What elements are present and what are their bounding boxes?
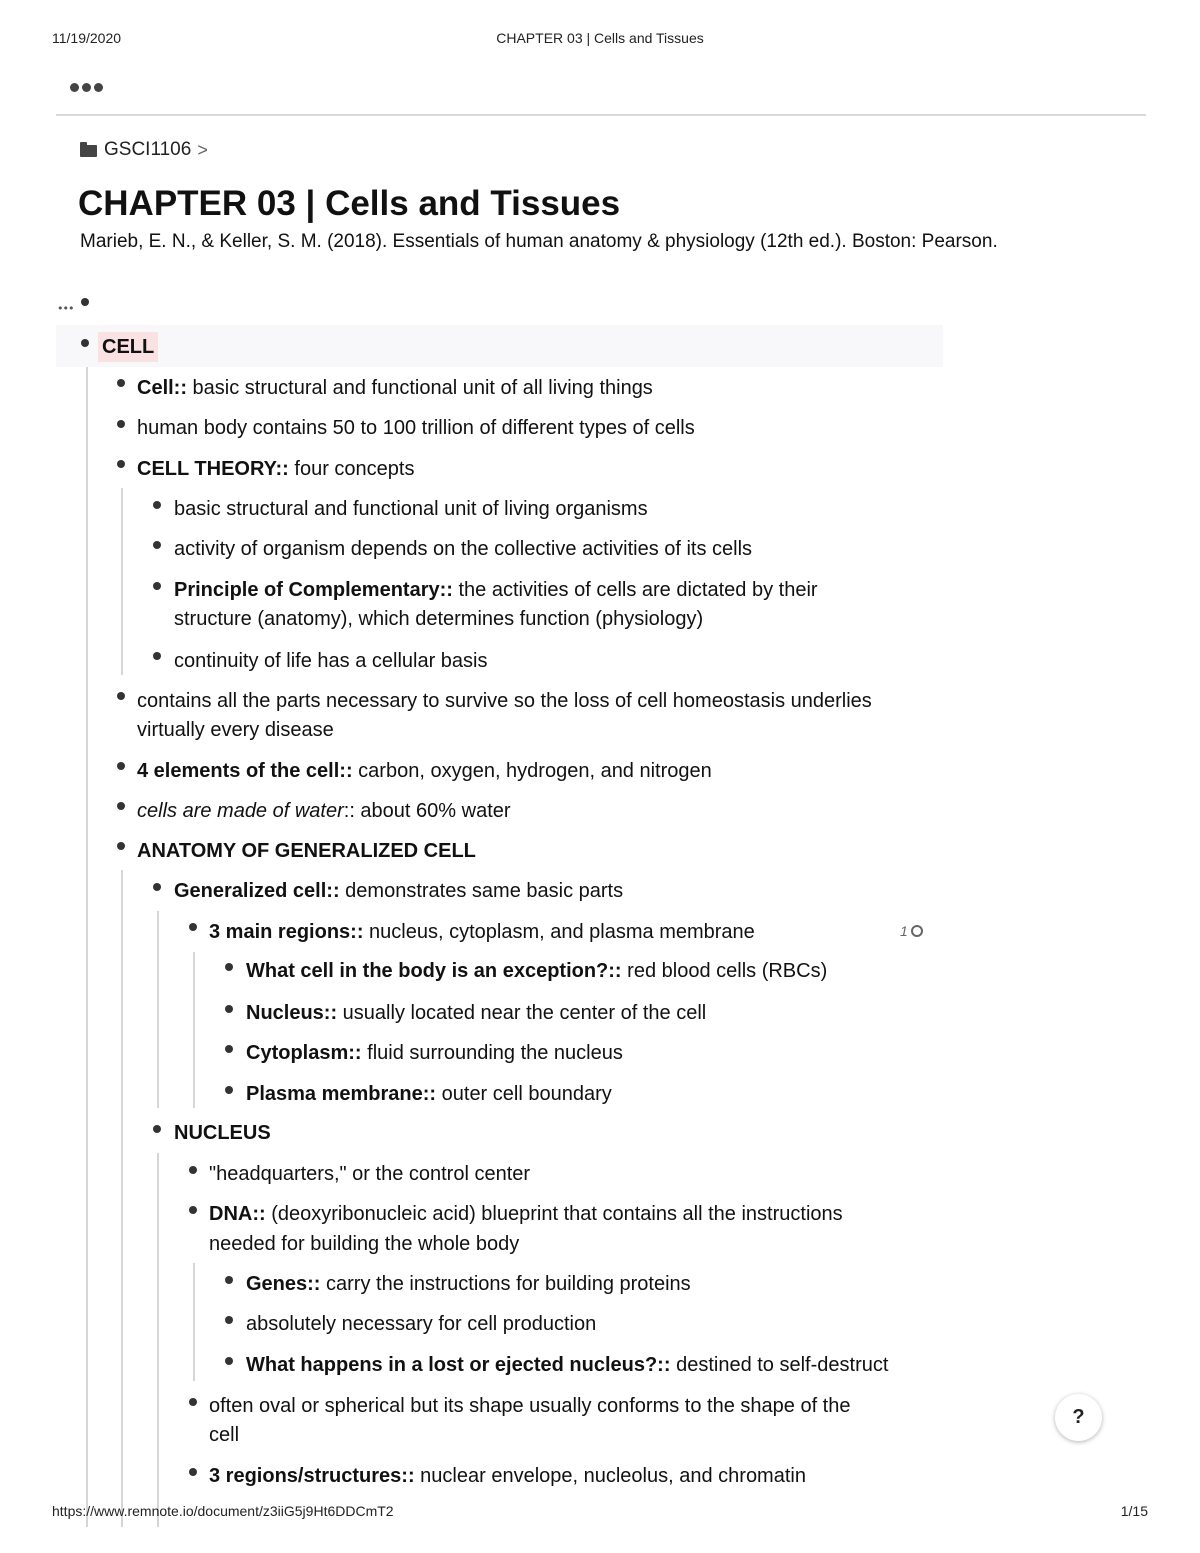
bullet-icon[interactable] bbox=[117, 762, 125, 770]
cell-heading[interactable]: CELL bbox=[98, 332, 158, 362]
indent-guide bbox=[193, 1263, 195, 1381]
bullet-icon[interactable] bbox=[189, 1166, 197, 1174]
more-options-icon[interactable] bbox=[70, 80, 104, 94]
indent-guide bbox=[121, 870, 123, 1527]
bullet-icon[interactable] bbox=[117, 842, 125, 850]
bullet-icon[interactable] bbox=[189, 1398, 197, 1406]
list-item[interactable]: 3 regions/structures:: nuclear envelope, nucleolus, and chromatin bbox=[209, 1465, 806, 1487]
bullet-icon[interactable] bbox=[81, 339, 89, 347]
list-item[interactable]: often oval or spherical but its shape usually conforms to the shape of the bbox=[209, 1395, 851, 1417]
indent-guide bbox=[193, 952, 195, 1108]
bullet-icon[interactable] bbox=[117, 802, 125, 810]
list-item[interactable]: 3 main regions:: nucleus, cytoplasm, and plasma membrane bbox=[209, 921, 755, 943]
list-item[interactable]: continuity of life has a cellular basis bbox=[174, 650, 488, 672]
list-item[interactable]: What happens in a lost or ejected nucleus?:: destined to self-destruct bbox=[246, 1354, 889, 1376]
list-item[interactable]: Plasma membrane:: outer cell boundary bbox=[246, 1083, 612, 1105]
bullet-icon[interactable] bbox=[225, 1045, 233, 1053]
list-item[interactable]: 4 elements of the cell:: carbon, oxygen, hydrogen, and nitrogen bbox=[137, 760, 712, 782]
print-footer bbox=[52, 1503, 1148, 1523]
list-item[interactable]: NUCLEUS bbox=[174, 1122, 271, 1144]
bullet-icon[interactable] bbox=[189, 1468, 197, 1476]
bullet-icon[interactable] bbox=[117, 692, 125, 700]
page-title: CHAPTER 03 | Cells and Tissues bbox=[78, 184, 621, 223]
bullet-icon[interactable] bbox=[225, 1086, 233, 1094]
list-item[interactable]: contains all the parts necessary to survive so the loss of cell homeostasis underlies bbox=[137, 690, 872, 712]
bullet-icon[interactable] bbox=[225, 1316, 233, 1324]
list-item[interactable]: basic structural and functional unit of living organisms bbox=[174, 498, 648, 520]
indent-guide bbox=[157, 1153, 159, 1527]
list-item-continuation: virtually every disease bbox=[137, 719, 334, 741]
list-item[interactable]: DNA:: (deoxyribonucleic acid) blueprint that contains all the instructions bbox=[209, 1203, 843, 1225]
print-date: 11/19/2020 bbox=[52, 30, 122, 46]
indent-guide bbox=[121, 488, 123, 675]
reference-count: 1 bbox=[900, 923, 908, 939]
bullet-icon[interactable] bbox=[225, 963, 233, 971]
focused-row bbox=[56, 325, 943, 367]
bullet-icon[interactable] bbox=[189, 923, 197, 931]
bullet-icon[interactable] bbox=[153, 541, 161, 549]
list-item[interactable]: ANATOMY OF GENERALIZED CELL bbox=[137, 840, 476, 862]
header-divider bbox=[56, 114, 1146, 116]
indent-guide bbox=[86, 367, 88, 1527]
bullet-icon[interactable] bbox=[153, 1125, 161, 1133]
chevron-right-icon: > bbox=[197, 139, 208, 160]
breadcrumb-folder[interactable]: GSCI1106 bbox=[104, 139, 192, 160]
list-item[interactable]: Nucleus:: usually located near the center of the cell bbox=[246, 1002, 707, 1024]
bullet-icon[interactable] bbox=[225, 1357, 233, 1365]
page-number: 1/15 bbox=[1120, 1503, 1148, 1519]
collapsed-ellipsis-icon[interactable]: ••• bbox=[57, 302, 74, 315]
list-item[interactable]: activity of organism depends on the collective activities of its cells bbox=[174, 538, 753, 560]
list-item-continuation: structure (anatomy), which determines function (physiology) bbox=[174, 608, 704, 630]
list-item-continuation: cell bbox=[209, 1424, 240, 1446]
list-item-continuation: needed for building the whole body bbox=[209, 1233, 520, 1255]
document-citation: Marieb, E. N., & Keller, S. M. (2018). Essentials of human anatomy & physiology (12th ed.). Boston: Pearson. bbox=[80, 231, 998, 252]
link-icon bbox=[908, 923, 925, 940]
print-header bbox=[52, 30, 1148, 50]
indent-guide bbox=[157, 911, 159, 1108]
bullet-icon[interactable] bbox=[153, 501, 161, 509]
bullet-icon[interactable] bbox=[189, 1206, 197, 1214]
bullet-icon[interactable] bbox=[225, 1005, 233, 1013]
list-item[interactable]: cells are made of water:: about 60% water bbox=[137, 800, 511, 822]
bullet-icon[interactable] bbox=[117, 460, 125, 468]
bullet-icon[interactable] bbox=[153, 582, 161, 590]
bullet-icon[interactable] bbox=[81, 298, 89, 306]
bullet-icon[interactable] bbox=[225, 1276, 233, 1284]
list-item[interactable]: What cell in the body is an exception?:: red blood cells (RBCs) bbox=[246, 960, 828, 982]
bullet-icon[interactable] bbox=[153, 883, 161, 891]
bullet-icon[interactable] bbox=[153, 652, 161, 660]
list-item[interactable]: Generalized cell:: demonstrates same basic parts bbox=[174, 880, 624, 902]
list-item[interactable]: "headquarters," or the control center bbox=[209, 1163, 531, 1185]
help-button[interactable]: ? bbox=[1055, 1394, 1102, 1441]
breadcrumb[interactable] bbox=[80, 139, 208, 161]
list-item[interactable]: absolutely necessary for cell production bbox=[246, 1313, 597, 1335]
list-item[interactable]: human body contains 50 to 100 trillion of different types of cells bbox=[137, 417, 695, 439]
list-item[interactable]: Cell:: basic structural and functional unit of all living things bbox=[137, 377, 653, 399]
bullet-icon[interactable] bbox=[117, 420, 125, 428]
list-item[interactable]: Principle of Complementary:: the activities of cells are dictated by their bbox=[174, 579, 818, 601]
reference-badge[interactable] bbox=[900, 923, 923, 939]
list-item[interactable]: CELL THEORY:: four concepts bbox=[137, 458, 415, 480]
print-title: CHAPTER 03 | Cells and Tissues bbox=[496, 30, 704, 46]
list-item[interactable]: Cytoplasm:: fluid surrounding the nucleus bbox=[246, 1042, 623, 1064]
folder-icon bbox=[80, 145, 97, 157]
print-url: https://www.remnote.io/document/z3iiG5j9Ht6DDCmT2 bbox=[52, 1503, 394, 1519]
bullet-icon[interactable] bbox=[117, 379, 125, 387]
list-item[interactable]: Genes:: carry the instructions for building proteins bbox=[246, 1273, 691, 1295]
